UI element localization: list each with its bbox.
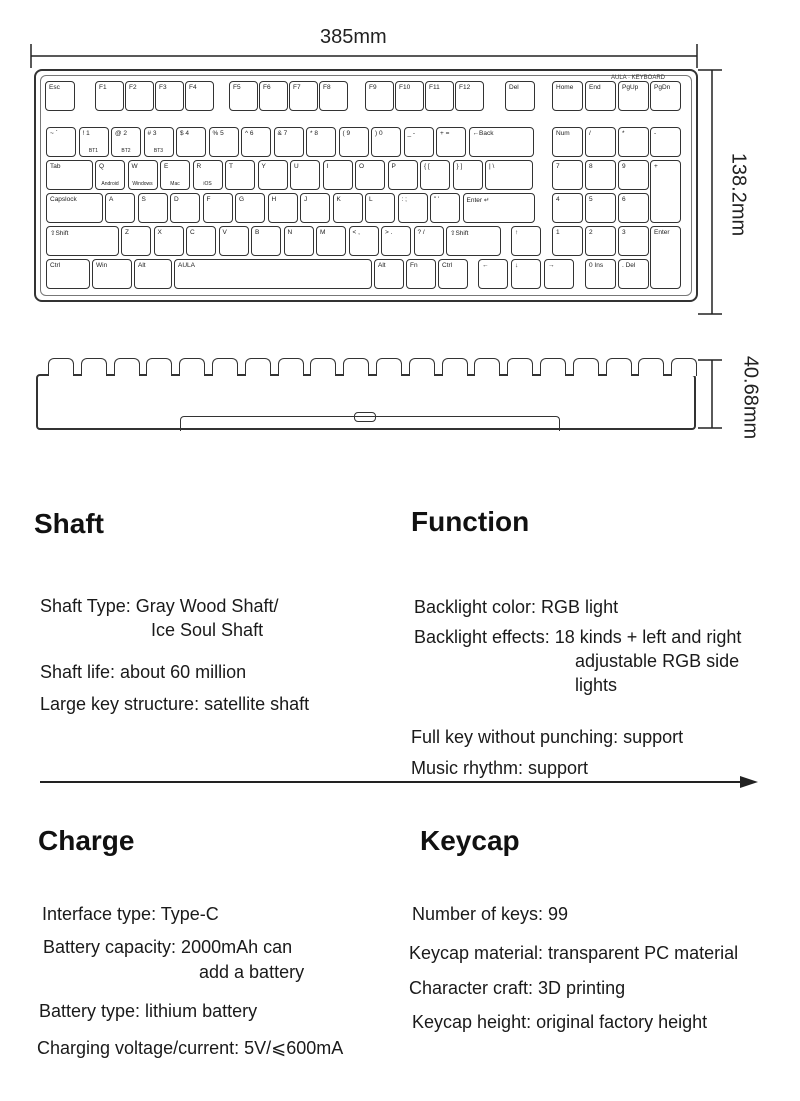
- key-letter: Z: [121, 226, 151, 256]
- key-numpad: Num: [552, 127, 583, 157]
- key-number: + =: [436, 127, 466, 157]
- side-keycap: [245, 358, 271, 376]
- key-arrow-up: ↑: [511, 226, 541, 256]
- key-numpad-0: 0 Ins: [585, 259, 616, 289]
- key-letter: N: [284, 226, 314, 256]
- charge-line: Interface type: Type-C: [42, 904, 219, 924]
- key-letter: : ;: [398, 193, 428, 223]
- key-del: Del: [505, 81, 535, 111]
- side-keycap: [278, 358, 304, 376]
- function-line: Music rhythm: support: [411, 758, 589, 778]
- key-numpad: /: [585, 127, 616, 157]
- function-title: Function: [411, 506, 530, 537]
- side-keycap: [638, 358, 664, 376]
- key-letter: } ]: [453, 160, 483, 190]
- key-function: F11: [425, 81, 454, 111]
- key-letter: B: [251, 226, 281, 256]
- key-ctrl-left: Ctrl: [46, 259, 90, 289]
- charge-title: Charge: [38, 825, 135, 856]
- function-line: Backlight effects: 18 kinds + left and right: [414, 627, 742, 647]
- key-number: & 7: [274, 127, 304, 157]
- key-function: F5: [229, 81, 258, 111]
- dimension-height: 40.68mm: [739, 355, 762, 440]
- key-nav: Home: [552, 81, 583, 111]
- key-alt-left: Alt: [134, 259, 172, 289]
- dimension-length: 385mm: [320, 26, 387, 48]
- shaft-line: Shaft life: about 60 million: [40, 662, 247, 682]
- function-line: lights: [575, 675, 618, 695]
- key-ctrl-right: Ctrl: [438, 259, 468, 289]
- charge-line: Battery type: lithium battery: [39, 1001, 258, 1021]
- key-letter: D: [170, 193, 200, 223]
- key-letter: E Mac: [160, 160, 190, 190]
- key-letter: ? /: [414, 226, 444, 256]
- key-letter: P: [388, 160, 418, 190]
- key-numpad-enter: Enter: [650, 226, 681, 289]
- key-letter: L: [365, 193, 395, 223]
- side-keycap: [573, 358, 599, 376]
- key-number: ! 1 BT1: [79, 127, 109, 157]
- function-line: Backlight color: RGB light: [414, 597, 619, 617]
- dimension-width: 138.2mm: [727, 152, 750, 237]
- key-numpad: 3: [618, 226, 649, 256]
- key-number: $ 4: [176, 127, 206, 157]
- side-keycap: [81, 358, 107, 376]
- side-keycap: [146, 358, 172, 376]
- key-backslash: | \: [485, 160, 533, 190]
- key-numpad: 6: [618, 193, 649, 223]
- key-arrow-left: ←: [478, 259, 508, 289]
- keyboard-strip-label: AULA · KEYBOARD: [611, 75, 666, 81]
- key-letter: H: [268, 193, 298, 223]
- side-keycap: [114, 358, 140, 376]
- key-numpad: 7: [552, 160, 583, 190]
- keycap-line: Number of keys: 99: [412, 904, 569, 924]
- key-letter: T: [225, 160, 255, 190]
- usb-c-port: [354, 412, 376, 422]
- key-esc: Esc: [45, 81, 75, 111]
- key-numpad: 8: [585, 160, 616, 190]
- charge-line: Charging voltage/current: 5V/⩽600mA: [37, 1038, 344, 1058]
- side-keycap: [310, 358, 336, 376]
- key-number: ~ `: [46, 127, 76, 157]
- key-letter: S: [138, 193, 168, 223]
- key-numpad-plus: +: [650, 160, 681, 223]
- key-nav: PgDn: [650, 81, 681, 111]
- key-function: F3: [155, 81, 184, 111]
- shaft-line: Large key structure: satellite shaft: [40, 694, 310, 714]
- key-number: ^ 6: [241, 127, 271, 157]
- key-win: Win: [92, 259, 132, 289]
- key-number: * 8: [306, 127, 336, 157]
- key-numpad-del: . Del: [618, 259, 649, 289]
- keycap-line: Keycap height: original factory height: [412, 1012, 708, 1032]
- key-number: ) 0: [371, 127, 401, 157]
- key-letter: A: [105, 193, 135, 223]
- key-letter: > .: [381, 226, 411, 256]
- key-numpad: 4: [552, 193, 583, 223]
- key-numpad: 2: [585, 226, 616, 256]
- key-function: F2: [125, 81, 154, 111]
- key-nav: PgUp: [618, 81, 649, 111]
- shaft-title: Shaft: [34, 508, 104, 539]
- key-number: _ -: [404, 127, 434, 157]
- key-arrow-down: ↓: [511, 259, 541, 289]
- key-letter: X: [154, 226, 184, 256]
- key-letter: { [: [420, 160, 450, 190]
- key-tab: Tab: [46, 160, 93, 190]
- key-letter: C: [186, 226, 216, 256]
- key-letter: Y: [258, 160, 288, 190]
- key-numpad: 1: [552, 226, 583, 256]
- keycap-title: Keycap: [420, 825, 520, 856]
- key-capslock: Capslock: [46, 193, 103, 223]
- key-numpad: 5: [585, 193, 616, 223]
- key-function: F1: [95, 81, 124, 111]
- key-shift-right: ⇧Shift: [446, 226, 501, 256]
- function-line: Full key without punching: support: [411, 727, 684, 747]
- key-shift-left: ⇧Shift: [46, 226, 119, 256]
- key-function: F8: [319, 81, 348, 111]
- key-letter: Q Android: [95, 160, 125, 190]
- side-keycap: [474, 358, 500, 376]
- function-line: adjustable RGB side: [575, 651, 740, 671]
- key-number: ( 9: [339, 127, 369, 157]
- key-function: F6: [259, 81, 288, 111]
- charge-line: add a battery: [199, 962, 305, 982]
- key-function: F4: [185, 81, 214, 111]
- key-number: % 5: [209, 127, 239, 157]
- key-letter: < ,: [349, 226, 379, 256]
- side-keycap: [212, 358, 238, 376]
- charge-line: Battery capacity: 2000mAh can: [43, 937, 293, 957]
- key-number: # 3 BT3: [144, 127, 174, 157]
- key-number: @ 2 BT2: [111, 127, 141, 157]
- key-letter: U: [290, 160, 320, 190]
- key-letter: V: [219, 226, 249, 256]
- key-letter: " ': [430, 193, 460, 223]
- key-fn: Fn: [406, 259, 436, 289]
- side-keycap: [409, 358, 435, 376]
- side-keycap: [48, 358, 74, 376]
- key-letter: I: [323, 160, 353, 190]
- keycap-line: Character craft: 3D printing: [409, 978, 626, 998]
- side-keycap: [376, 358, 402, 376]
- shaft-line: Ice Soul Shaft: [151, 620, 264, 640]
- side-keycap: [179, 358, 205, 376]
- key-letter: O: [355, 160, 385, 190]
- key-letter: W Windows: [128, 160, 158, 190]
- key-function: F9: [365, 81, 394, 111]
- shaft-line: Shaft Type: Gray Wood Shaft/: [40, 596, 279, 616]
- side-keycap: [343, 358, 369, 376]
- key-numpad: *: [618, 127, 649, 157]
- key-function: F12: [455, 81, 484, 111]
- side-keycap: [606, 358, 632, 376]
- key-letter: F: [203, 193, 233, 223]
- key-letter: J: [300, 193, 330, 223]
- key-letter: M: [316, 226, 346, 256]
- side-keycap: [671, 358, 697, 376]
- side-keycap: [442, 358, 468, 376]
- key-alt-right: Alt: [374, 259, 404, 289]
- key-arrow-right: →: [544, 259, 574, 289]
- key-function: F10: [395, 81, 424, 111]
- keyboard-side-view: [36, 374, 696, 430]
- key-letter: R iOS: [193, 160, 223, 190]
- key-enter: Enter ↵: [463, 193, 535, 223]
- key-numpad: 9: [618, 160, 649, 190]
- keycap-line: Keycap material: transparent PC material: [409, 943, 739, 963]
- key-letter: K: [333, 193, 363, 223]
- key-function: F7: [289, 81, 318, 111]
- key-letter: G: [235, 193, 265, 223]
- side-keycap: [540, 358, 566, 376]
- key-nav: End: [585, 81, 616, 111]
- key-space: AULA: [174, 259, 372, 289]
- key-backspace: ←Back: [469, 127, 534, 157]
- side-keycap: [507, 358, 533, 376]
- key-numpad: -: [650, 127, 681, 157]
